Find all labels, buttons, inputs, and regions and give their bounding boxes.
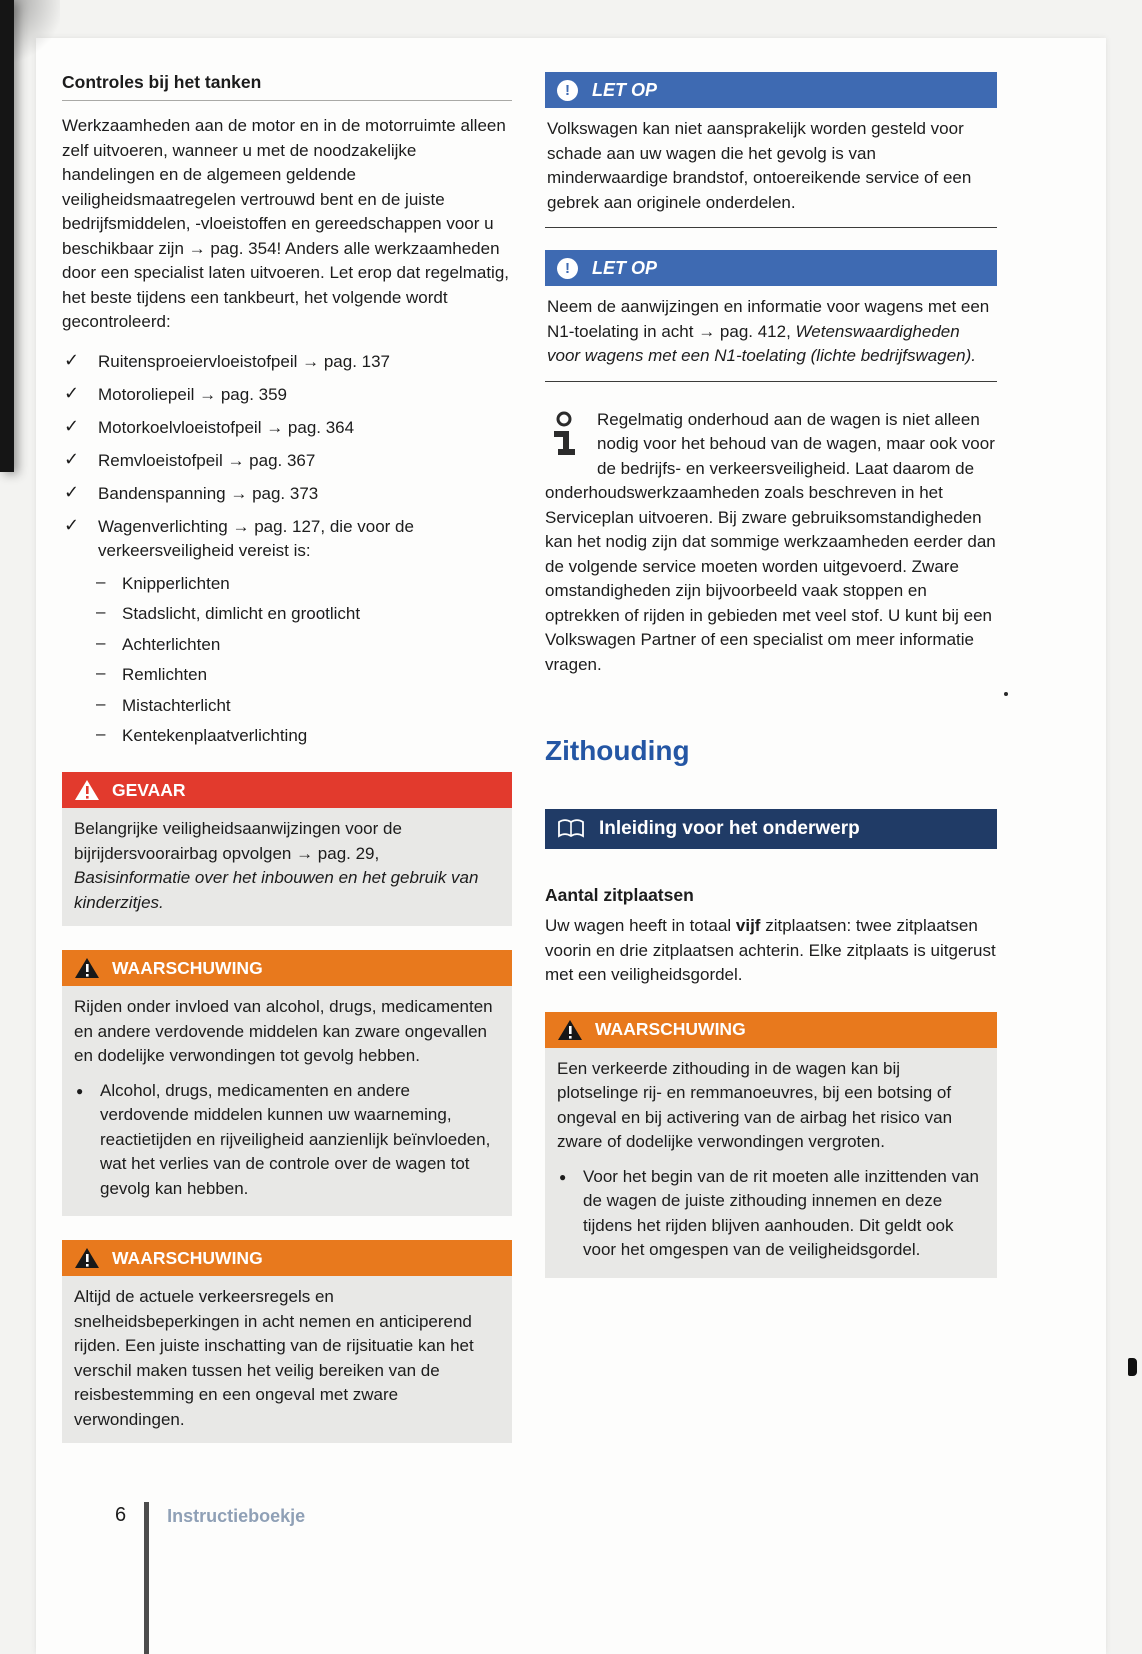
- sublist-item: [96, 572, 512, 596]
- check-icon: ✓: [64, 481, 80, 502]
- checklist-item-label: Remvloeistofpeil → pag. 367: [98, 450, 316, 470]
- danger-box-label: GEVAAR: [112, 779, 186, 800]
- warning-box-alcohol: [62, 950, 512, 1216]
- note-text-italic: Wetenswaardigheden voor wagens met een N1-toelating (lichte bedrijfswagen).: [547, 321, 977, 365]
- warning-text: Rijden onder invloed van alcohol, drugs, medicamenten en andere verdovende middelen kan zware ongevallen en dodelijke verwondingen tot gevolg hebben.: [74, 997, 493, 1065]
- info-icon: [549, 410, 579, 460]
- checklist-item: [64, 416, 512, 440]
- scan-dot-artifact: [1004, 692, 1008, 696]
- checklist-item: [64, 449, 512, 473]
- scan-left-edge-artifact: [0, 0, 14, 472]
- note-box-header: [545, 250, 997, 286]
- warning-box-header: [545, 1012, 997, 1048]
- check-icon: ✓: [64, 514, 80, 535]
- intro-paragraph: Werkzaamheden aan de motor en in de motorruimte alleen zelf uitvoeren, wanneer u met de noodzakelijke handelingen en de algemeen geldende veiligheidsmaatregelen vertrouwd bent en de juiste bedrijfsmiddelen, -vloeistoffen en gereedschappen voor u beschikbaar zijn → pag. 354! Anders alle werkzaamheden door een specialist laten uitvoeren. Let erop dat regelmatig, het beste tijdens een tankbeurt, het volgende wordt gecontroleerd:: [62, 116, 509, 331]
- dash-icon: –: [96, 724, 106, 743]
- warning-box-label: WAARSCHUWING: [595, 1019, 746, 1039]
- sublist-item-label: Remlichten: [122, 665, 208, 684]
- check-icon: ✓: [64, 382, 80, 403]
- note-text: Neem de aanwijzingen en informatie voor wagens met een N1-toelating in acht → pag. 412,: [547, 297, 990, 341]
- dash-icon: –: [96, 663, 106, 682]
- sublist-item-label: Knipperlichten: [122, 573, 230, 593]
- sublist-item: [96, 602, 512, 626]
- warning-box-body: [545, 1048, 997, 1278]
- right-column: [545, 72, 997, 1278]
- warning-bullet-text: Voor het begin van de rit moeten alle inzittenden van de wagen de juiste zithouding innemen en deze tijdens het rijden blijven aanhouden. Dit geldt ook voor het omgespen van de veiligheidsgordel.: [583, 1166, 979, 1259]
- danger-text: Belangrijke veiligheidsaanwijzingen voor de bijrijdersvoorairbag opvolgen → pag. 29,: [74, 819, 402, 863]
- info-note-text: Regelmatig onderhoud aan de wagen is niet alleen nodig voor het behoud van de wagen, maar ook voor de bedrijfs- en verkeersveiligheid. Laat daarom de onderhoudswerkzaamheden zoals beschreven in het Serviceplan uitvoeren. Bij zware gebruiksomstandigheden kan het nodig zijn dat sommige werkzaamheden eerder dan de volgende service moeten worden uitgevoerd. Zware omstandigheden zijn bijvoorbeeld vaak stoppen en optrekken of rijden in gebieden met veel stof. U kunt bij een Volkswagen Partner of een specialist om meer informatie vragen.: [545, 409, 996, 674]
- warning-box-label: WAARSCHUWING: [112, 957, 263, 978]
- footer-title: Instructieboekje: [167, 1506, 306, 1526]
- note-box-body: [545, 286, 997, 382]
- sublist-item: [96, 724, 512, 748]
- dash-icon: –: [96, 632, 106, 652]
- footer-page-number: 6: [115, 1504, 127, 1526]
- warning-box-body: [62, 986, 512, 1216]
- warning-triangle-icon: [74, 957, 100, 979]
- checklist-item-label: Wagenverlichting → pag. 127, die voor de verkeersveiligheid vereist is:: [98, 516, 414, 560]
- warning-bullet: [76, 1079, 500, 1202]
- warning-box-verkeersregels: [62, 1240, 512, 1443]
- sublist-item-label: Mistachterlicht: [122, 695, 231, 715]
- sublist-item-label: Stadslicht, dimlicht en grootlicht: [122, 604, 361, 623]
- scan-right-edge-artifact: [1128, 1358, 1137, 1376]
- warning-box-label: WAARSCHUWING: [112, 1247, 263, 1268]
- note-box-body: [545, 108, 997, 228]
- bullet-icon: ●: [76, 1083, 84, 1098]
- checklist-item-label: Motorkoelvloeistofpeil → pag. 364: [98, 417, 355, 437]
- seats-text-end: zitplaatsen: twee zitplaatsen voorin en drie zitplaatsen achterin. Elke zitplaats is uitgerust met een veiligheidsgordel.: [545, 916, 996, 984]
- note-box-label: LET OP: [592, 257, 658, 278]
- warning-triangle-icon: [557, 1019, 583, 1041]
- checklist-item: [64, 482, 512, 506]
- check-icon: ✓: [64, 415, 80, 436]
- warning-triangle-icon: [74, 779, 100, 801]
- check-icon: ✓: [64, 349, 80, 370]
- topic-intro-bar: [545, 809, 997, 849]
- lighting-sublist: [96, 572, 512, 749]
- danger-box-body: [62, 808, 512, 926]
- sublist-item: [96, 694, 512, 718]
- warning-box-zithouding: [545, 1012, 997, 1278]
- section-heading-zithouding: Zithouding: [545, 735, 690, 766]
- checklist-item-label: Bandenspanning → pag. 373: [98, 483, 319, 503]
- seats-paragraph: [545, 914, 997, 988]
- left-column: [62, 72, 512, 1443]
- note-text: Volkswagen kan niet aansprakelijk worden gesteld voor schade aan uw wagen die het gevolg is van minderwaardige brandstof, ontoereikende service of een gebrek aan originele onderdelen.: [547, 119, 972, 212]
- note-box-aansprakelijkheid: [545, 72, 997, 228]
- dash-icon: –: [96, 571, 106, 591]
- danger-box-header: [62, 772, 512, 808]
- topic-intro-label: Inleiding voor het onderwerp: [599, 818, 860, 839]
- warning-bullet-text: Alcohol, drugs, medicamenten en andere verdovende middelen kunnen uw waarneming, reactietijden en rijveiligheid aanzienlijk beïnvloeden, wat het verlies van de controle over de wagen tot gevolg kan hebben.: [100, 1080, 491, 1198]
- sublist-item-label: Achterlichten: [122, 634, 221, 654]
- check-icon: ✓: [64, 448, 80, 469]
- seats-text-start: Uw wagen heeft in totaal: [545, 916, 736, 935]
- note-box-n1-toelating: [545, 250, 997, 382]
- warning-text: Een verkeerde zithouding in de wagen kan bij plotselinge rij- en remmanoeuvres, bij een botsing of ongeval en bij activering van de airbag het risico van zware of dodelijke verwondingen vergroten.: [557, 1058, 953, 1151]
- info-note: [545, 408, 997, 678]
- sublist-item: [96, 663, 512, 687]
- warning-box-body: [62, 1276, 512, 1443]
- checklist-item-label: Motoroliepeil → pag. 359: [98, 384, 288, 404]
- open-book-icon: [557, 819, 585, 839]
- sublist-item: [96, 633, 512, 657]
- checklist-item: [64, 383, 512, 407]
- warning-text: Altijd de actuele verkeersregels en snelheidsbeperkingen in acht nemen en anticiperend rijden. Een juiste inschatting van de rijsituatie kan het verschil maken tussen het veilig bereiken van de reisbestemming en een ongeval met zware verwondingen.: [74, 1287, 474, 1429]
- dash-icon: –: [96, 693, 106, 713]
- note-box-label: LET OP: [592, 79, 658, 100]
- seats-text-bold: vijf: [735, 916, 761, 935]
- exclamation-circle-icon: !: [557, 80, 578, 101]
- danger-box: [62, 772, 512, 926]
- footer-divider: [144, 1502, 149, 1654]
- note-box-header: [545, 72, 997, 108]
- warning-bullet: [559, 1165, 985, 1263]
- checklist-item-label: Ruitensproeiervloeistofpeil → pag. 137: [98, 351, 391, 371]
- exclamation-circle-icon: !: [557, 258, 578, 279]
- page-footer: [115, 1502, 305, 1654]
- dash-icon: –: [96, 602, 106, 621]
- checklist-item: [64, 515, 512, 563]
- checklist: [62, 350, 512, 563]
- bullet-icon: ●: [559, 1169, 567, 1184]
- warning-box-header: [62, 950, 512, 986]
- checklist-item: [64, 350, 512, 374]
- danger-text-italic: Basisinformatie over het inbouwen en het gebruik van kinderzitjes.: [74, 868, 479, 912]
- warning-box-header: [62, 1240, 512, 1276]
- warning-triangle-icon: [74, 1247, 100, 1269]
- subheading-aantal-zitplaatsen: Aantal zitplaatsen: [545, 885, 694, 905]
- sublist-item-label: Kentekenplaatverlichting: [122, 726, 308, 745]
- section-title-tanken: Controles bij het tanken: [62, 72, 512, 101]
